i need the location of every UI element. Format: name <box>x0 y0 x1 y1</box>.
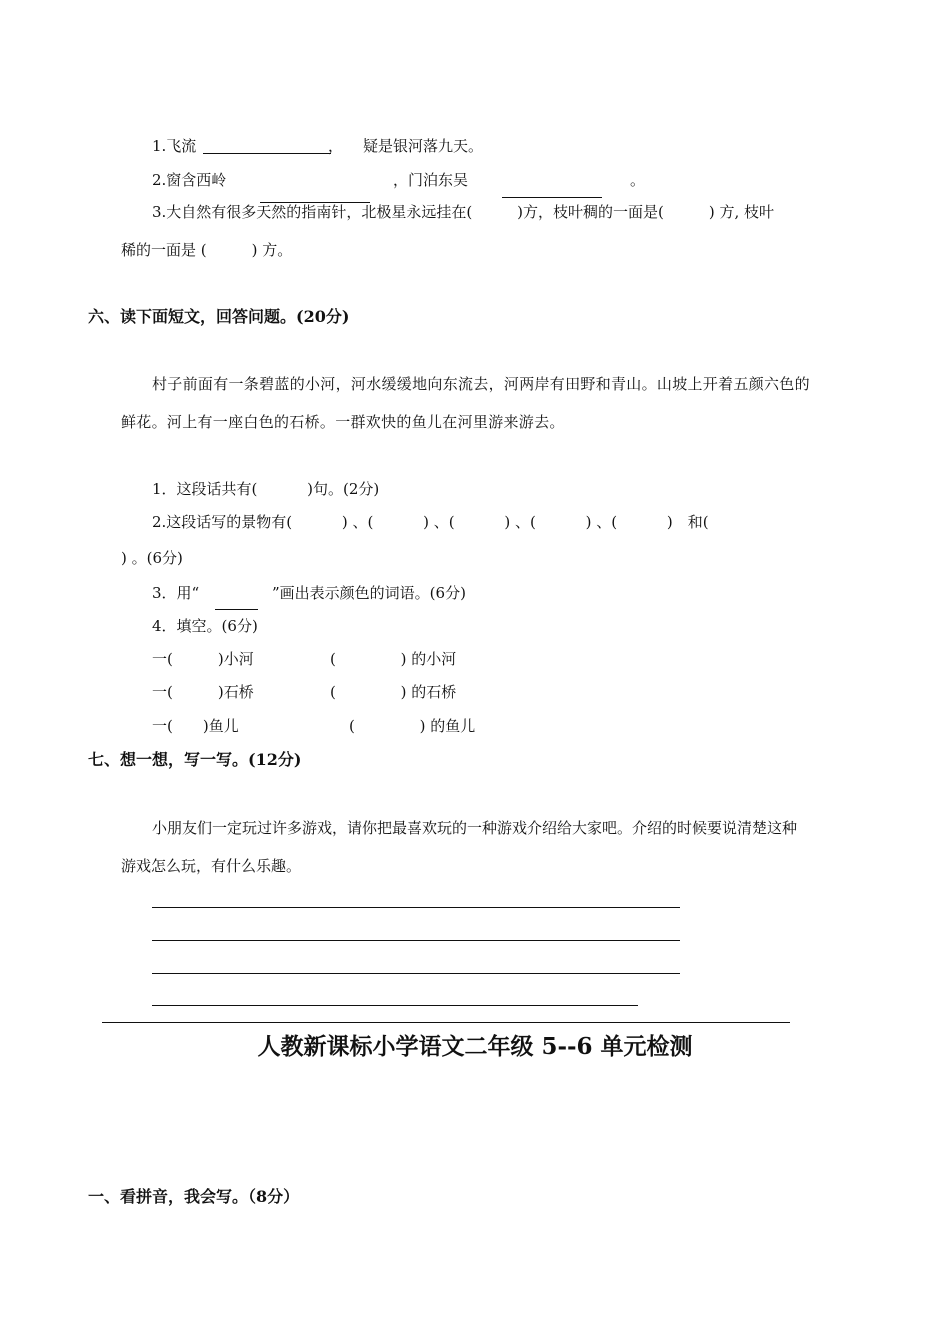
fill-row-3-right: ( ) 的鱼儿 <box>349 717 476 735</box>
section1-heading: 一、看拼音，我会写。（8分） <box>88 1187 300 1206</box>
passage-line1: 村子前面有一条碧蓝的小河，河水缓缓地向东流去，河两岸有田野和青山。山坡上开着五颜六色的 <box>152 375 810 393</box>
fill-row-2-left: 一( )石桥 <box>152 683 254 701</box>
prompt-line1: 小朋友们一定玩过许多游戏，请你把最喜欢玩的一种游戏介绍给大家吧。介绍的时候要说清楚这种 <box>152 819 798 837</box>
passage-line2: 鲜花。河上有一座白色的石桥。一群欢快的鱼儿在河里游来游去。 <box>121 413 565 431</box>
section6-heading: 六、读下面短文，回答问题。(20分) <box>88 307 350 326</box>
q6-3-prefix: 3．用“ <box>152 584 200 602</box>
test-title: 人教新课标小学语文二年级 5--6 单元检测 <box>257 1033 693 1060</box>
q6-3-underline-sample <box>215 609 258 610</box>
q2-answer-blank-2[interactable] <box>502 197 602 198</box>
q3-text-line1: 3.大自然有很多天然的指南针，北极星永远挂在( )方，枝叶稠的一面是( ) 方, 枝叶 <box>152 203 775 221</box>
q2-prefix: 2.窗含西岭 <box>152 171 227 189</box>
writing-line-3[interactable] <box>152 973 680 974</box>
q2-middle: ，门泊东吴 <box>393 171 469 189</box>
writing-line-1[interactable] <box>152 907 680 908</box>
page-divider <box>102 1022 790 1023</box>
q3-text-line2: 稀的一面是 ( ) 方。 <box>121 241 293 259</box>
q1-comma: ， <box>328 137 344 155</box>
fill-row-3-left: 一( )鱼儿 <box>152 717 239 735</box>
prompt-line2: 游戏怎么玩，有什么乐趣。 <box>121 857 302 875</box>
q1-suffix: 疑是银河落九天。 <box>363 137 484 155</box>
q2-end: 。 <box>630 171 646 189</box>
writing-line-2[interactable] <box>152 940 680 941</box>
q6-2-line2: ) 。(6分) <box>121 549 183 567</box>
fill-row-1-left: 一( )小河 <box>152 650 254 668</box>
q1-prefix: 1.飞流 <box>152 137 197 155</box>
q6-2-line1: 2.这段话写的景物有( ) 、( ) 、( ) 、( ) 、( ) 和( <box>152 513 709 531</box>
q6-1: 1．这段话共有( )句。(2分) <box>152 480 380 498</box>
fill-row-1-right: ( ) 的小河 <box>330 650 457 668</box>
q6-4: 4．填空。(6分) <box>152 617 258 635</box>
fill-row-2-right: ( ) 的石桥 <box>330 683 457 701</box>
q1-answer-blank[interactable] <box>203 153 331 154</box>
q6-3-suffix: ”画出表示颜色的词语。(6分) <box>272 584 466 602</box>
writing-line-4[interactable] <box>152 1005 638 1006</box>
section7-heading: 七、想一想，写一写。(12分) <box>88 750 302 769</box>
